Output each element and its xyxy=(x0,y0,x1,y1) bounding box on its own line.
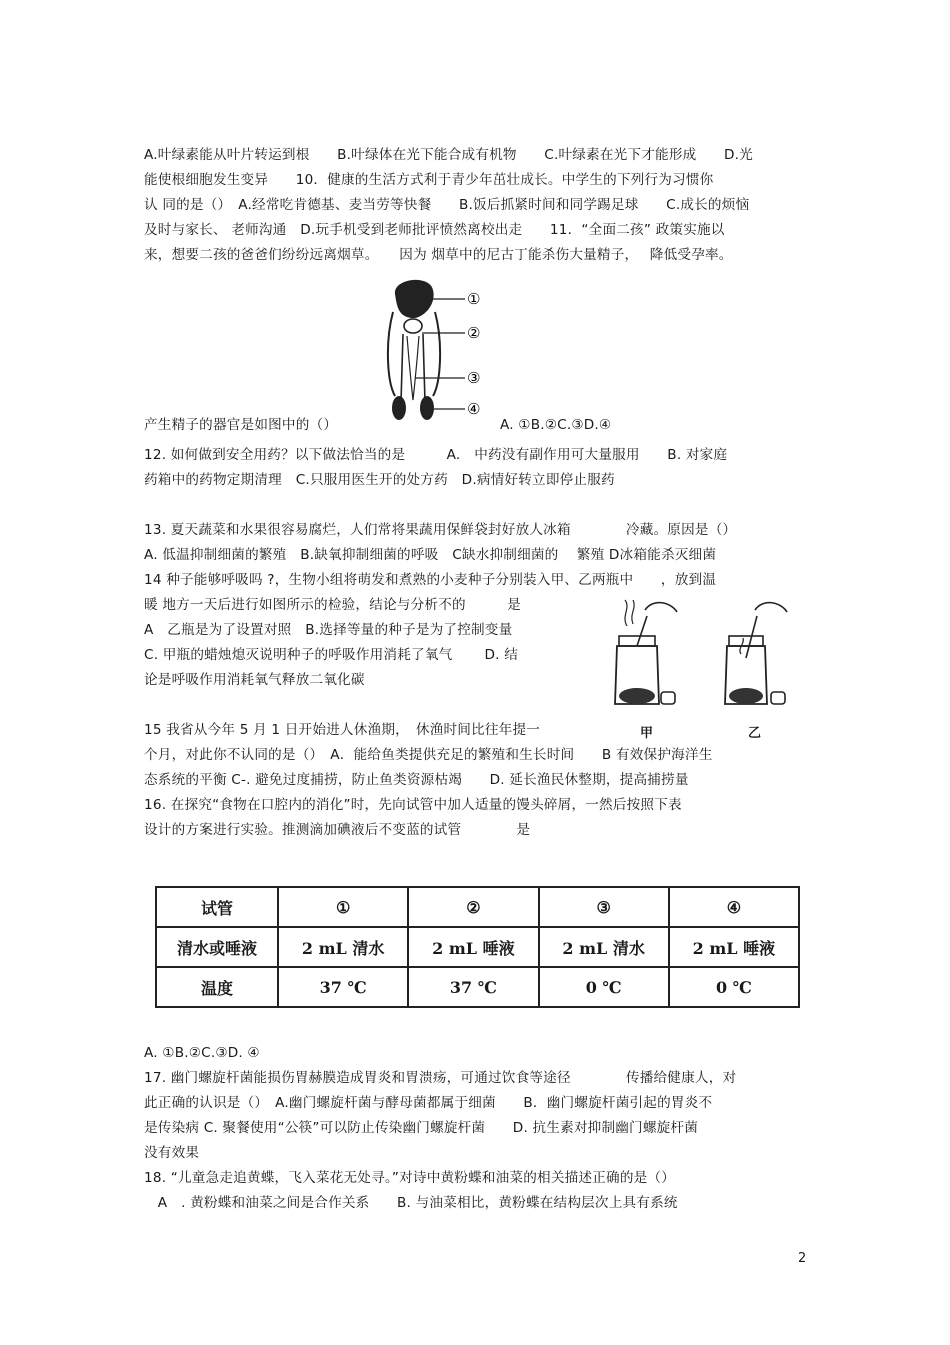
table-cell: ① xyxy=(278,887,408,927)
text-line: A. 低温抑制细菌的繁殖 B.缺氧抑制细菌的呼吸 C缺水抑制细菌的 繁殖 D冰箱能杀灭细菌 xyxy=(144,547,717,563)
bottle-caption-jia: 甲 xyxy=(640,726,654,741)
table-cell: ② xyxy=(408,887,538,927)
figure-label: ① xyxy=(467,290,481,308)
text-line: 及时与家长、 老师沟通 D.玩手机受到老师批评愤然离校出走 11．“全面二孩” 政策实施以 xyxy=(144,222,725,238)
page-number: 2 xyxy=(798,1251,807,1266)
table-cell: 温度 xyxy=(156,967,278,1007)
text-line: A.叶绿素能从叶片转运到根 B.叶绿体在光下能合成有机物 C.叶绿素在光下才能形成 D.光 xyxy=(144,147,753,163)
text-line: 15 我省从今年 5 月 1 日开始进人休渔期， 休渔时间比往年提一 xyxy=(144,722,541,738)
text-line: 17. 幽门螺旋杆菌能损伤胃赫膜造成胃炎和胃溃疡，可通过饮食等途径 传播给健康人，对 xyxy=(144,1070,737,1086)
text-line: 暖 地方一天后进行如图所示的检验，结论与分析不的 是 xyxy=(144,597,521,613)
text-line: 此正确的认识是（） A.幽门螺旋杆菌与酵母菌都属于细菌 B．幽门螺旋杆菌引起的胃炎不 xyxy=(144,1095,713,1111)
table-cell: 0 ℃ xyxy=(539,967,669,1007)
table-cell: 2 mL 唾液 xyxy=(669,927,799,967)
table-cell: ④ xyxy=(669,887,799,927)
text-line: 设计的方案进行实验。推测滴加碘液后不变蓝的试管 是 xyxy=(144,822,531,838)
text-line: 药箱中的药物定期清理 C.只服用医生开的处方药 D.病情好转立即停止服药 xyxy=(144,472,615,488)
table-cell: 37 ℃ xyxy=(278,967,408,1007)
table-cell: 2 mL 清水 xyxy=(278,927,408,967)
figure-label: ④ xyxy=(467,400,481,418)
text-line: C. 甲瓶的蜡烛熄灭说明种子的呼吸作用消耗了氧气 D. 结 xyxy=(144,647,519,663)
table-row xyxy=(156,887,799,927)
text-line: 产生精子的器官是如图中的（） xyxy=(144,417,338,433)
text-line: 是传染病 C. 聚餐使用“公筷”可以防止传染幽门螺旋杆菌 D. 抗生素对抑制幽门螺旋杆菌 xyxy=(144,1120,699,1136)
text-line: 论是呼吸作用消耗氧气释放二氧化碳 xyxy=(144,672,365,688)
table-cell: 2 mL 清水 xyxy=(539,927,669,967)
text-line: 18. “儿童急走追黄蝶，飞入菜花无处寻。”对诗中黄粉蝶和油菜的相关描述正确的是（） xyxy=(144,1170,675,1186)
text-line: 没有效果 xyxy=(144,1145,200,1161)
table-cell: 37 ℃ xyxy=(408,967,538,1007)
figure-label: ③ xyxy=(467,369,481,387)
reproductive-system-figure xyxy=(385,272,495,432)
text-line: 个月，对此你不认同的是（） A．能给鱼类提供充足的繁殖和生长时间 B 有效保护海洋生 xyxy=(144,747,713,763)
table-cell: 清水或唾液 xyxy=(156,927,278,967)
text-line: A . 黄粉蝶和油菜之间是合作关系 B. 与油菜相比，黄粉蝶在结构层次上具有系统 xyxy=(144,1195,678,1211)
bottle-caption-yi: 乙 xyxy=(748,726,762,741)
text-line: 14 种子能够呼吸吗 ?，生物小组将萌发和煮熟的小麦种子分别装入甲、乙两瓶中 ，放到温 xyxy=(144,572,717,588)
table-cell: 2 mL 唾液 xyxy=(408,927,538,967)
text-line: 来，想要二孩的爸爸们纷纷远离烟草。 因为 烟草中的尼古丁能杀伤大量精子， 降低受孕率。 xyxy=(144,247,733,263)
table-row xyxy=(156,967,799,1007)
table-row xyxy=(156,927,799,967)
experiment-table xyxy=(155,886,800,1008)
table-cell: ③ xyxy=(539,887,669,927)
text-line: 认 同的是（） A.经常吃肯德基、麦当劳等快餐 B.饭后抓紧时间和同学踢足球 C.成长的烦恼 xyxy=(144,197,750,213)
text-line: 13. 夏天蔬菜和水果很容易腐烂，人们常将果蔬用保鲜袋封好放人冰箱 冷藏。原因是（） xyxy=(144,522,737,538)
figure-label: ② xyxy=(467,324,481,342)
text-line: 能使根细胞发生变异 10．健康的生活方式利于青少年茁壮成长。中学生的下列行为习惯你 xyxy=(144,172,714,188)
table-cell: 0 ℃ xyxy=(669,967,799,1007)
text-line: 12. 如何做到安全用药？以下做法恰当的是 A. 中药没有副作用可大量服用 B. 对家庭 xyxy=(144,447,728,463)
text-line: 态系统的平衡 C-. 避免过度捕捞，防止鱼类资源枯竭 D. 延长渔民休整期，提高捕捞量 xyxy=(144,772,689,788)
seed-respiration-figure xyxy=(605,598,805,718)
text-line: A. ①B.②C.③D. ④ xyxy=(144,1045,260,1061)
text-line: A 乙瓶是为了设置对照 B.选择等量的种子是为了控制变量 xyxy=(144,622,513,638)
text-line: 16. 在探究“食物在口腔内的消化”时，先向试管中加人适量的馒头碎屑，一然后按照下表 xyxy=(144,797,682,813)
table-cell: 试管 xyxy=(156,887,278,927)
text-line: A. ①B.②C.③D.④ xyxy=(500,417,612,433)
